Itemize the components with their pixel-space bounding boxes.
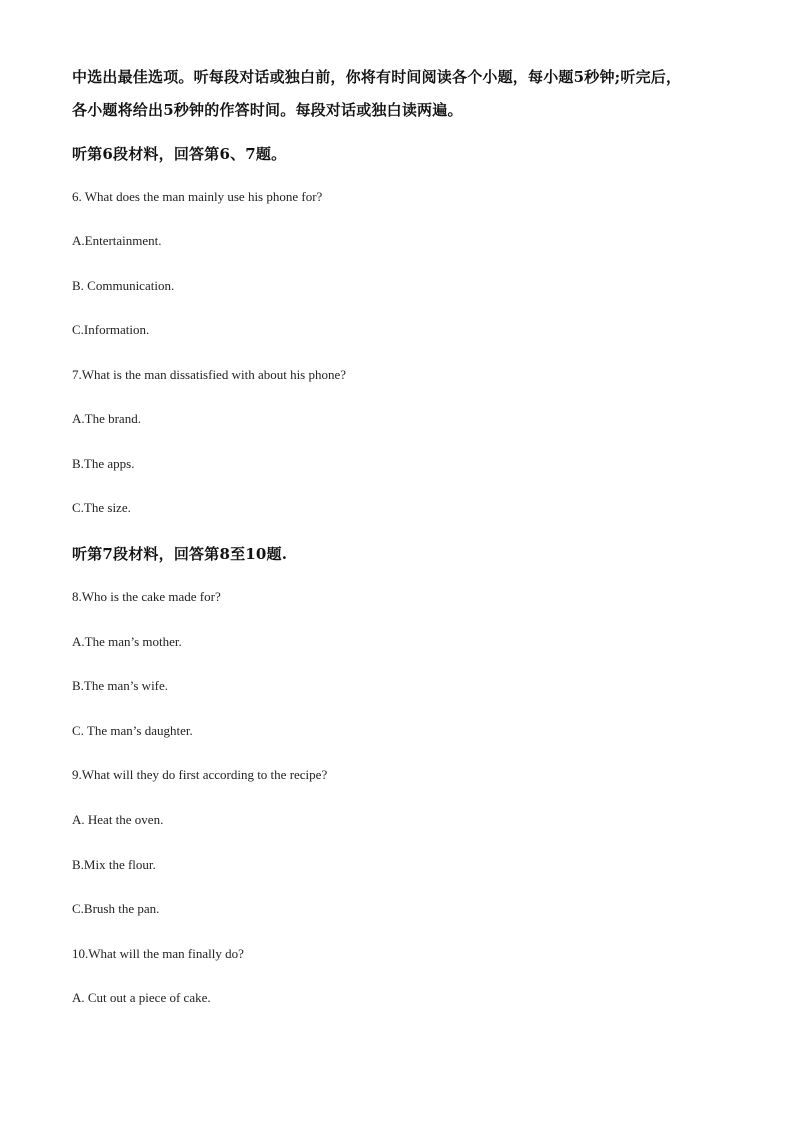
question-7-option-c: C.The size. (72, 500, 131, 515)
question-9-option-b: B.Mix the flour. (72, 857, 156, 872)
section-heading-6: 听第6段材料，回答第6、7题。 (72, 145, 287, 163)
question-10: 10.What will the man finally do? (72, 946, 244, 961)
question-8-option-c: C. The man’s daughter. (72, 723, 193, 738)
question-8-option-a: A.The man’s mother. (72, 634, 182, 649)
question-7-option-a: A.The brand. (72, 411, 141, 426)
question-8: 8.Who is the cake made for? (72, 589, 221, 604)
question-8-option-b: B.The man’s wife. (72, 678, 169, 693)
section-heading-7: 听第7段材料，回答第8至10题. (72, 545, 288, 563)
question-7-option-b: B.The apps. (72, 456, 135, 471)
question-6-option-a: A.Entertainment. (72, 233, 162, 248)
question-6-option-b: B. Communication. (72, 278, 175, 293)
question-6-option-c: C.Information. (72, 322, 150, 337)
question-10-option-a: A. Cut out a piece of cake. (72, 990, 211, 1005)
question-9: 9.What will they do first according to the recipe? (72, 767, 328, 782)
question-7: 7.What is the man dissatisfied with about his phone? (72, 367, 347, 382)
question-9-option-c: C.Brush the pan. (72, 901, 160, 916)
question-9-option-a: A. Heat the oven. (72, 812, 164, 827)
instructions-line-2: 各小题将给出5秒钟的作答时间。每段对话或独白读两遍。 (72, 101, 463, 119)
question-6: 6. What does the man mainly use his phone for? (72, 189, 323, 204)
instructions-line-1: 中选出最佳选项。听每段对话或独白前，你将有时间阅读各个小题，每小题5秒钟;听完后， (72, 68, 682, 86)
